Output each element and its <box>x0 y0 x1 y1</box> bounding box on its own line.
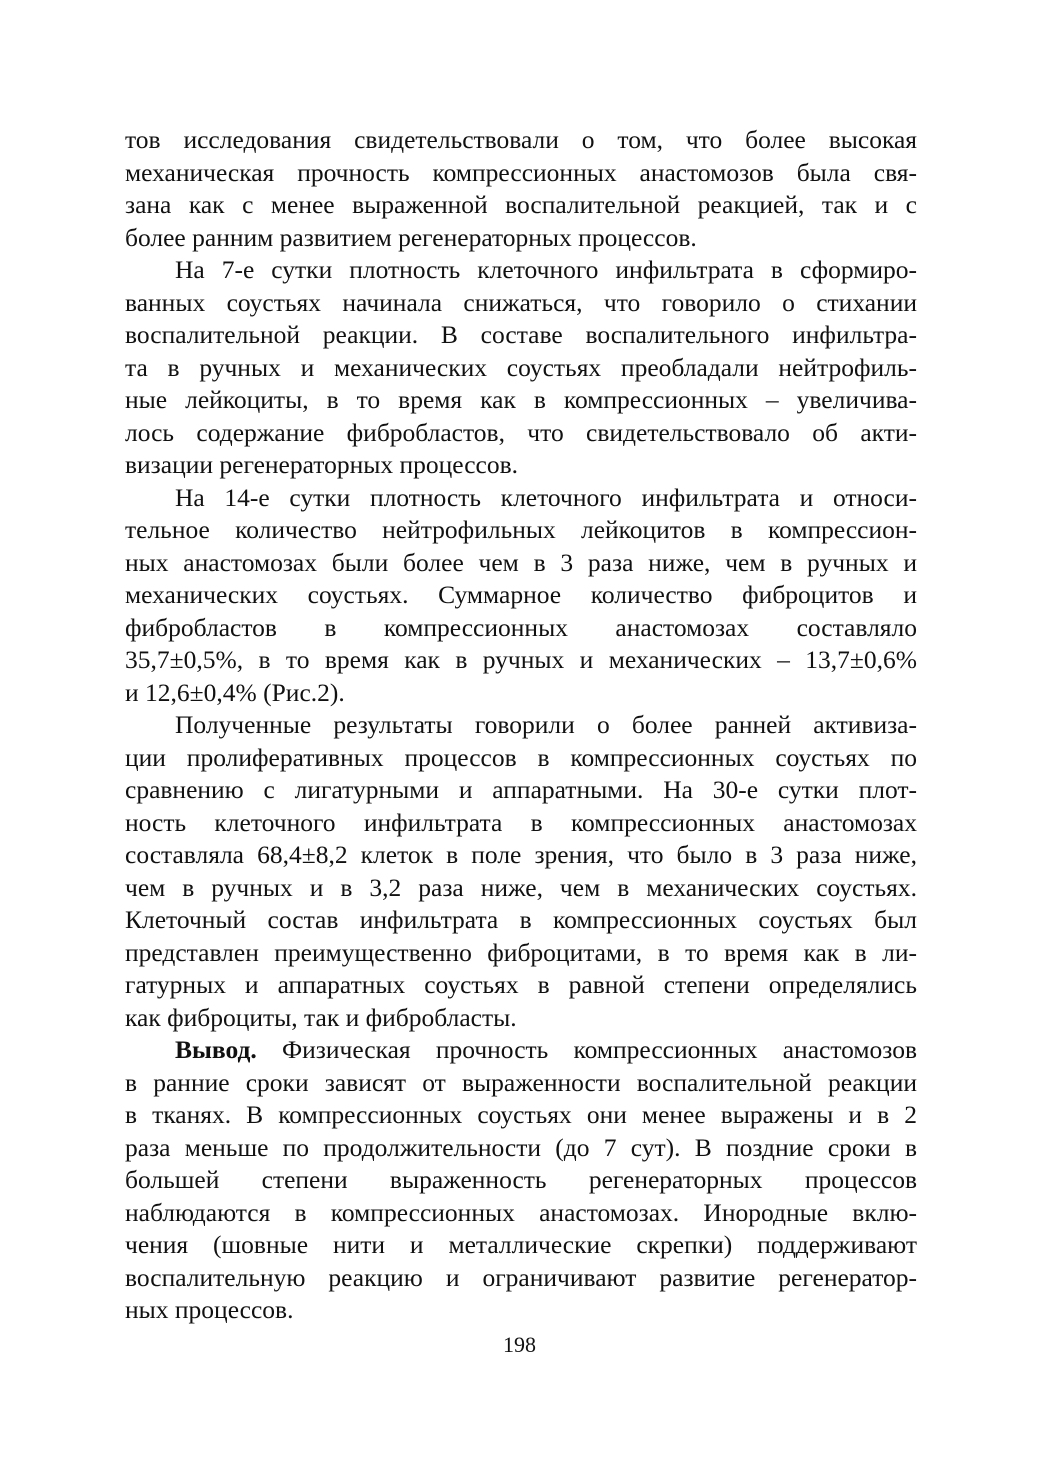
body-paragraph <box>125 482 917 710</box>
text-line: воспалительную реакцию и ограничивают развитие регенератор- <box>125 1262 917 1292</box>
text-line: гатурных и аппаратных соустьях в равной степени определялись <box>125 970 917 999</box>
text-line: более ранним развитием регенераторных процессов. <box>125 222 697 252</box>
text-line: ции пролиферативных процессов в компрессионных соустьях по <box>125 742 917 772</box>
text-line: тельное количество нейтрофильных лейкоцитов в компрессион- <box>125 515 917 544</box>
conclusion-lines <box>125 1067 917 1327</box>
body-paragraph <box>125 709 917 1034</box>
text-line: механическая прочность компрессионных анастомозов была свя- <box>125 157 917 187</box>
conclusion-paragraph <box>125 1034 917 1327</box>
text-line: представлен преимущественно фиброцитами, в то время как в ли- <box>125 937 917 967</box>
text-line: механических соустьях. Суммарное количество фиброцитов и <box>125 580 917 609</box>
text-line: На 7-е сутки плотность клеточного инфильтрата в сформиро- <box>175 255 917 284</box>
body-paragraph <box>125 254 917 482</box>
text-line: Полученные результаты говорили о более ранней активиза- <box>175 710 917 739</box>
conclusion-label: Вывод. <box>175 1035 257 1064</box>
text-line: чения (шовные нити и металлические скрепки) поддерживают <box>125 1230 917 1259</box>
text-line: как фиброциты, так и фибробласты. <box>125 1002 517 1032</box>
page-number: 198 <box>503 1332 536 1357</box>
text-line: 35,7±0,5%, в то время как в ручных и механических – 13,7±0,6% <box>125 645 917 674</box>
text-line: та в ручных и механических соустьях преобладали нейтрофиль- <box>125 352 917 382</box>
text-line: ных анастомозах были более чем в 3 раза ниже, чем в ручных и <box>125 547 917 577</box>
text-line: раза меньше по продолжительности (до 7 сут). В поздние сроки в <box>125 1132 917 1162</box>
text-line: ванных соустьях начинала снижаться, что говорило о стихании <box>125 287 917 317</box>
text-line: в тканях. В компрессионных соустьях они менее выражены и в 2 <box>125 1100 917 1129</box>
text-line: ных процессов. <box>125 1295 294 1324</box>
text-line: чем в ручных и в 3,2 раза ниже, чем в механических соустьях. <box>125 872 917 902</box>
text-line: лось содержание фибробластов, что свидетельствовало об акти- <box>125 417 917 447</box>
text-line: воспалительной реакции. В составе воспалительного инфильтра- <box>125 320 917 349</box>
text-line: сравнению с лигатурными и аппаратными. На 30-е сутки плот- <box>125 775 917 804</box>
text-line: ность клеточного инфильтрата в компрессионных анастомозах <box>125 807 917 837</box>
paragraph-list <box>125 124 917 1034</box>
body-paragraph <box>125 124 917 254</box>
text-line: Клеточный состав инфильтрата в компрессионных соустьях был <box>125 905 917 934</box>
text-line: большей степени выраженность регенераторных процессов <box>125 1165 917 1194</box>
text-line: фибробластов в компрессионных анастомозах составляло <box>125 612 917 642</box>
text-line: ные лейкоциты, в то время как в компрессионных – увеличива- <box>125 385 917 414</box>
text-line: и 12,6±0,4% (Рис.2). <box>125 677 345 707</box>
text-line: составляла 68,4±8,2 клеток в поле зрения, что было в 3 раза ниже, <box>125 840 917 869</box>
text-line: в ранние сроки зависят от выраженности воспалительной реакции <box>125 1067 917 1097</box>
text-line: зана как с менее выраженной воспалительной реакцией, так и с <box>125 190 917 219</box>
text-line: тов исследования свидетельствовали о том, что более высокая <box>125 125 917 154</box>
text-line: На 14-е сутки плотность клеточного инфильтрата и относи- <box>175 482 917 512</box>
text-line: визации регенераторных процессов. <box>125 450 519 479</box>
conclusion-first-line <box>125 1034 917 1067</box>
conclusion-first-line-text: Физическая прочность компрессионных анастомозов <box>256 1035 917 1064</box>
document-body <box>125 124 917 1327</box>
text-line: наблюдаются в компрессионных анастомозах. Инородные вклю- <box>125 1197 917 1227</box>
